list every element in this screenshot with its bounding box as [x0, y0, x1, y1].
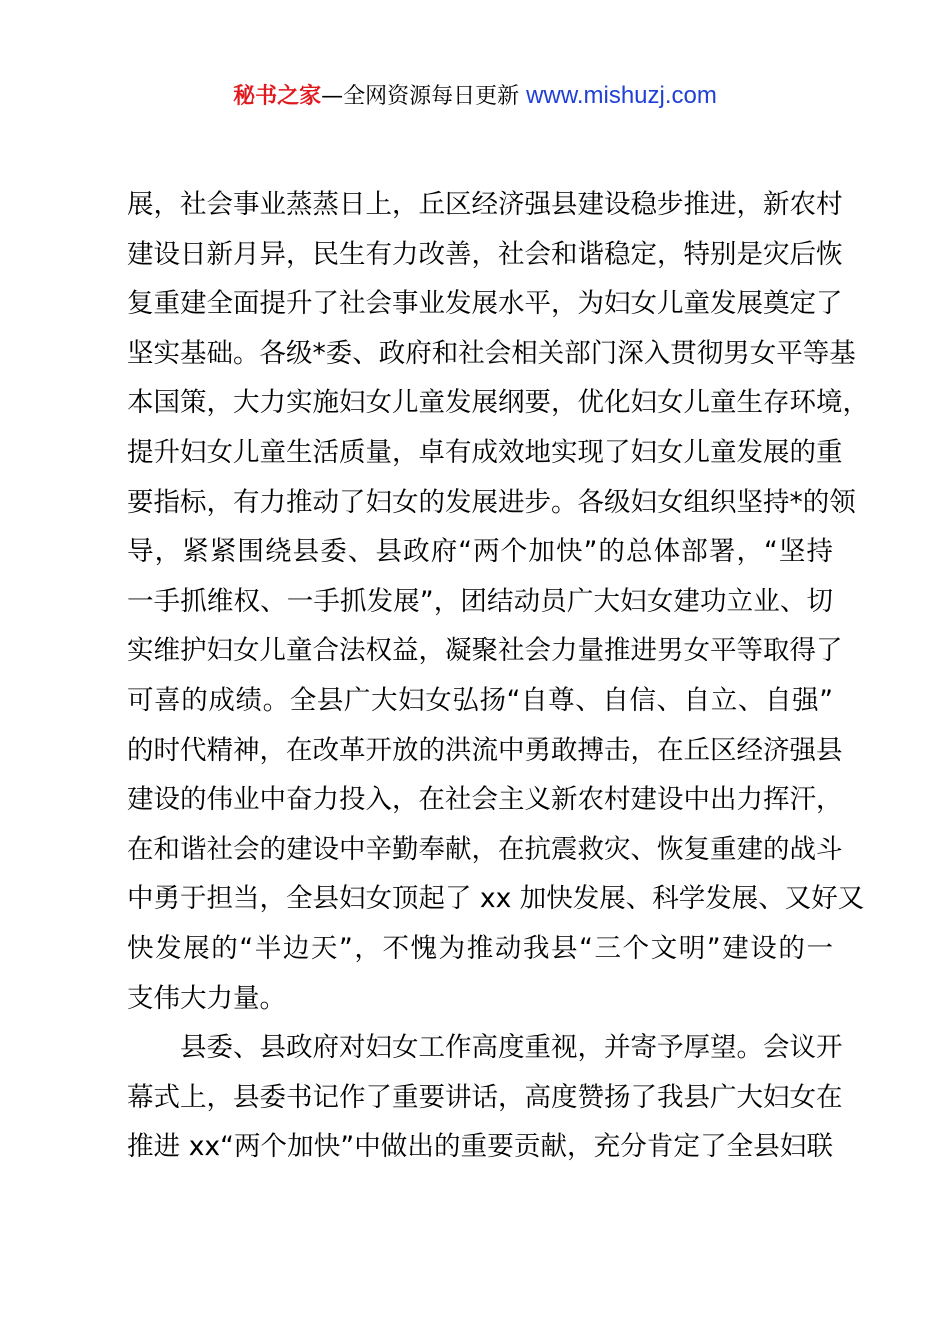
text-line: 提升妇女儿童生活质量，卓有成效地实现了妇女儿童发展的重	[127, 436, 843, 468]
text-line: 推进 xx“两个加快”中做出的重要贡献，充分肯定了全县妇联	[127, 1131, 833, 1163]
text-line: 幕式上，县委书记作了重要讲话，高度赞扬了我县广大妇女在	[127, 1081, 843, 1113]
text-line: 的时代精神，在改革开放的洪流中勇敢搏击，在丘区经济强县	[127, 734, 843, 766]
text-line: 要指标，有力推动了妇女的发展进步。各级妇女组织坚持*的领	[127, 486, 856, 518]
header-slogan: —全网资源每日更新	[321, 84, 520, 109]
text-line: 可喜的成绩。全县广大妇女弘扬“自尊、自信、自立、自强”	[127, 684, 833, 716]
paragraph	[127, 1023, 843, 1172]
text-line: 坚实基础。各级*委、政府和社会相关部门深入贯彻男女平等基	[127, 337, 856, 369]
paragraph	[127, 180, 869, 1023]
text-line: 快发展的“半边天”，不愧为推动我县“三个文明”建设的一	[127, 932, 833, 964]
text-line: 本国策，大力实施妇女儿童发展纲要，优化妇女儿童生存环境，	[127, 387, 869, 419]
text-line: 建设日新月异，民生有力改善，社会和谐稳定，特别是灾后恢	[127, 238, 843, 270]
brand-name: 秘书之家	[233, 84, 322, 109]
text-line: 建设的伟业中奋力投入，在社会主义新农村建设中出力挥汗，	[127, 784, 843, 816]
text-line: 一手抓维权、一手抓发展”，团结动员广大妇女建功立业、切	[127, 585, 833, 617]
text-line: 导，紧紧围绕县委、县政府“两个加快”的总体部署，“坚持	[127, 536, 833, 568]
text-line: 展，社会事业蒸蒸日上，丘区经济强县建设稳步推进，新农村	[127, 189, 843, 220]
text-line: 复重建全面提升了社会事业发展水平，为妇女儿童发展奠定了	[127, 288, 843, 320]
page-header	[0, 80, 950, 113]
text-line: 支伟大力量。	[127, 982, 286, 1014]
text-line: 中勇于担当，全县妇女顶起了 xx 加快发展、科学发展、又好又	[127, 883, 865, 915]
text-line: 在和谐社会的建设中辛勤奉献，在抗震救灾、恢复重建的战斗	[127, 833, 843, 865]
text-line: 实维护妇女儿童合法权益，凝聚社会力量推进男女平等取得了	[127, 635, 843, 667]
text-line: 县委、县政府对妇女工作高度重视，并寄予厚望。会议开	[180, 1032, 843, 1064]
website-link[interactable]: www.mishuzj.com	[526, 82, 717, 109]
document-body	[127, 180, 869, 1172]
